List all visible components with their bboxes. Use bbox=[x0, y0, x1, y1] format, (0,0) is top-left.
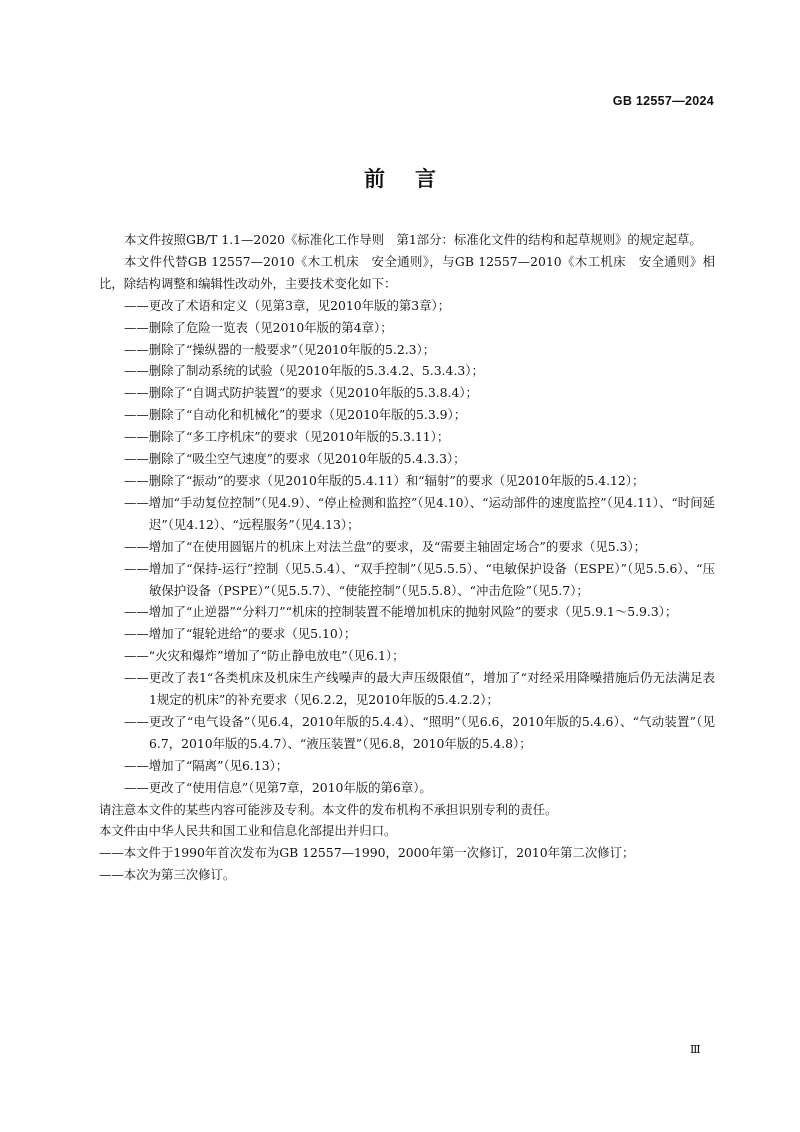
list-item: ——删除了“振动”的要求（见2010年版的5.4.11）和“辐射”的要求（见2010年版的5.4.12）； bbox=[124, 472, 645, 488]
list-item: ——更改了术语和定义（见第3章，见2010年版的第3章）； bbox=[124, 297, 451, 313]
list-item: ——增加了“止逆器”“分料刀”“机床的控制装置不能增加机床的抛射风险”的要求（见5.9.1～5.9.3）； bbox=[124, 604, 678, 620]
list-item: ——更改了“使用信息”（见第7章，2010年版的第6章）。 bbox=[124, 779, 432, 795]
list-item: ——增加了“保持-运行”控制（见5.5.4）、“双手控制”（见5.5.5）、“电敏保护设备（ESPE）”（见5.5.6）、“压敏保护设备（PSPE）”（见5.5.7）、“使能控制”（见5.5.8）、“冲击危险”（见5.7）； bbox=[124, 560, 715, 598]
paragraph: ——本文件于1990年首次发布为GB 12557—1990，2000年第一次修订，2010年第二次修订； bbox=[99, 845, 635, 861]
page-title: 前言 bbox=[364, 167, 466, 191]
list-item: ——删除了“自调式防护装置”的要求（见2010年版的5.3.8.4）； bbox=[124, 385, 478, 401]
list-item: ——删除了“自动化和机械化”的要求（见2010年版的5.3.9）； bbox=[124, 407, 467, 423]
list-item: ——删除了“多工序机床”的要求（见2010年版的5.3.11）； bbox=[124, 429, 450, 445]
paragraph: 本文件由中华人民共和国工业和信息化部提出并归口。 bbox=[99, 823, 397, 839]
list-item: ——更改了“电气设备”（见6.4，2010年版的5.4.4）、“照明”（见6.6，2010年版的5.4.6）、“气动装置”（见6.7，2010年版的5.4.7）、“液压装置”（见6.8，2010年版的5.4.8）； bbox=[124, 713, 715, 751]
list-item: ——增加“手动复位控制”（见4.9）、“停止检测和监控”（见4.10）、“运动部件的速度监控”（见4.11）、“时间延迟”（见4.12）、“远程服务”（见4.13）； bbox=[124, 494, 715, 532]
list-item: ——“火灾和爆炸”增加了“防止静电放电”（见6.1）； bbox=[124, 648, 405, 664]
list-item: ——更改了表1“各类机床及机床生产线噪声的最大声压级限值”，增加了“对经采用降噪措施后仍无法满足表1规定的机床”的补充要求（见6.2.2，见2010年版的5.4.2.2）； bbox=[124, 670, 715, 708]
paragraph: 本文件按照GB/T 1.1—2020《标准化工作导则 第1部分：标准化文件的结构和起草规则》的规定起草。 bbox=[124, 232, 702, 247]
foreword-body bbox=[99, 229, 715, 886]
page-number: Ⅲ bbox=[690, 1043, 700, 1056]
list-item: ——删除了危险一览表（见2010年版的第4章）； bbox=[124, 319, 393, 335]
list-item: ——删除了“吸尘空气速度”的要求（见2010年版的5.4.3.3）； bbox=[124, 451, 466, 467]
paragraph: 请注意本文件的某些内容可能涉及专利。本文件的发布机构不承担识别专利的责任。 bbox=[99, 801, 558, 817]
list-item: ——增加了“在使用圆锯片的机床上对法兰盘”的要求，及“需要主轴固定场合”的要求（见5.3）； bbox=[124, 538, 647, 554]
list-item: ——增加了“辊轮进给”的要求（见5.10）； bbox=[124, 626, 357, 642]
list-item: ——删除了制动系统的试验（见2010年版的5.3.4.2、5.3.4.3）； bbox=[124, 363, 484, 379]
paragraph: 本文件代替GB 12557—2010《木工机床 安全通则》，与GB 12557—2010《木工机床 安全通则》相比，除结构调整和编辑性改动外，主要技术变化如下： bbox=[99, 253, 715, 291]
list-item: ——删除了“操纵器的一般要求”（见2010年版的5.2.3）； bbox=[124, 341, 436, 357]
list-item: ——增加了“隔离”（见6.13）； bbox=[124, 757, 289, 773]
standard-code: GB 12557—2024 bbox=[612, 94, 714, 108]
paragraph: ——本次为第三次修订。 bbox=[99, 867, 236, 883]
